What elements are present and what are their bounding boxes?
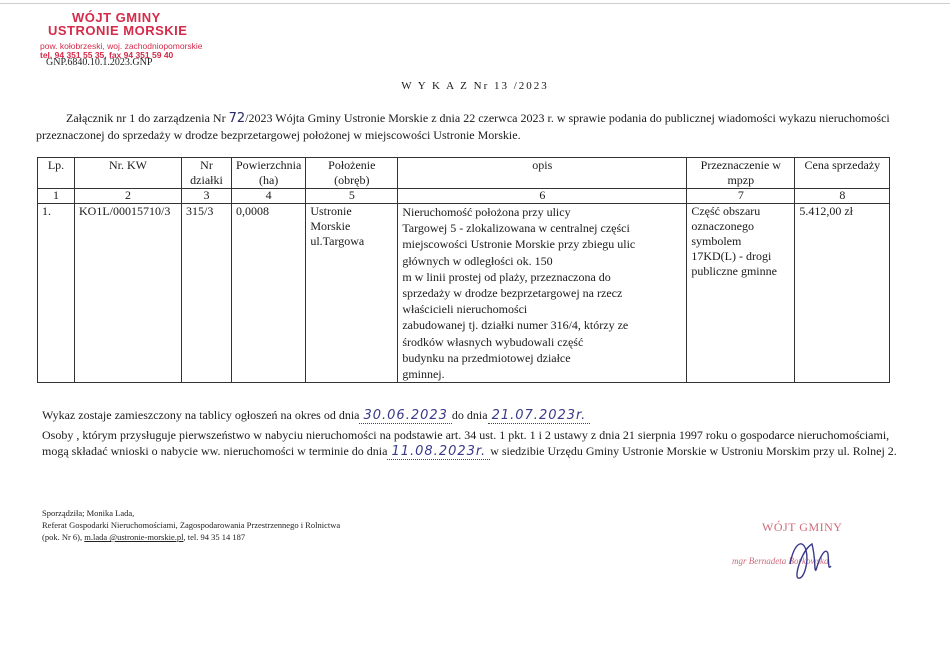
- handwritten-date-from: 30.06.2023: [359, 408, 451, 424]
- top-border-line: [0, 3, 950, 4]
- header-lp: Lp.: [38, 158, 75, 189]
- signature-stamp-title: WÓJT GMINY: [762, 520, 843, 534]
- opis-line: gminnej.: [402, 367, 445, 382]
- stamp-line-3: pow. kołobrzeski, woj. zachodniopomorskie: [40, 41, 203, 51]
- footer-room: (pok. Nr 6),: [42, 532, 85, 542]
- column-number: 4: [232, 189, 306, 204]
- przeznaczenie-line: oznaczonego: [691, 219, 754, 233]
- header-kw: Nr. KW: [75, 158, 182, 189]
- notice-period: [42, 407, 912, 424]
- header-powierzchnia: Powierzchnia (ha): [232, 158, 306, 189]
- signature-stamp-name: mgr Bernadeta Borkowska: [732, 556, 829, 566]
- intro-before: Załącznik nr 1 do zarządzenia Nr: [66, 111, 229, 125]
- cell-dzialka: 315/3: [182, 204, 232, 383]
- opis-line: zabudowanej tj. działki numer 316/4, którzy ze: [402, 318, 629, 333]
- notice-text-1: Wykaz zostaje zamieszczony na tablicy ogłoszeń na okres od dnia: [42, 408, 360, 422]
- opis-line: sprzedaży w drodze bezprzetargowej na rzecz: [402, 286, 623, 301]
- opis-line: Targowej 5 - zlokalizowana w centralnej części: [402, 221, 630, 236]
- intro-after: /2023 Wójta Gminy Ustronie Morskie z dnia 22 czerwca 2023 r. w sprawie podania do publicznej wiadomości wykazu nieruchomości przeznaczonej do sprzedaży w drodze bezprzetargowej położonej w miejscowości Ustronie Morskie.: [36, 111, 890, 142]
- cell-polozenie: [306, 204, 398, 383]
- opis-line: właścicieli nieruchomości: [402, 302, 528, 317]
- notice-priority: [42, 427, 912, 460]
- column-number-row: [38, 189, 890, 204]
- footer-line-2: Referat Gospodarki Nieruchomościami, Zagospodarowania Przestrzennego i Rolnictwa: [42, 520, 341, 530]
- polozenie-line: ul.Targowa: [310, 234, 365, 248]
- header-dzialka: Nr działki: [182, 158, 232, 189]
- column-number: 1: [38, 189, 75, 204]
- intro-paragraph: [36, 110, 916, 143]
- notice-text-3: Osoby , którym przysługuje pierwszeństwo w nabyciu nieruchomości na podstawie art. 34 ust. 1 pkt. 1 i 2 ustawy z dnia 21 sierpnia 1997 roku o gospodarce nieruchomościami, mogą składać wnioski o nabycie ww. nieruchomości w terminie do dnia: [42, 428, 890, 458]
- cell-lp: 1.: [38, 204, 75, 383]
- table-row: [38, 204, 890, 383]
- opis-line: m w linii prostej od plaży, przeznaczona do: [402, 269, 611, 284]
- handwritten-signature: [732, 520, 902, 600]
- stamp-line-4: tel. 94 351 55 35, fax 94 351 59 40: [40, 50, 174, 60]
- table-header-row: [38, 158, 890, 189]
- cell-przeznaczenie: [687, 204, 795, 383]
- stamp-line-1: WÓJT GMINY: [72, 10, 161, 25]
- przeznaczenie-line: Część obszaru: [691, 204, 761, 218]
- cell-powierzchnia: 0,0008: [232, 204, 306, 383]
- footer-line-1: Sporządziła; Monika Lada,: [42, 508, 135, 518]
- notice-text-2: do dnia: [451, 408, 488, 422]
- handwritten-date-deadline: 11.08.2023r.: [387, 444, 490, 460]
- document-reference: GNP.6840.10.1.2023.GNP: [46, 57, 153, 68]
- footer-prepared-by: [42, 507, 340, 543]
- column-number: 6: [398, 189, 687, 204]
- document-title: W Y K A Z Nr 13 /2023: [401, 80, 549, 92]
- header-cena: Cena sprzedaży: [795, 158, 890, 189]
- stamp-line-2: USTRONIE MORSKIE: [48, 23, 188, 38]
- property-table: [37, 157, 890, 383]
- handwritten-number: 72: [228, 111, 246, 126]
- opis-line: głównych w odległości ok. 150: [402, 253, 553, 268]
- cell-cena: 5.412,00 zł: [795, 204, 890, 383]
- przeznaczenie-line: publiczne gminne: [691, 264, 777, 278]
- header-przeznaczenie: Przeznaczenie w mpzp: [687, 158, 795, 189]
- column-number: 8: [795, 189, 890, 204]
- column-number: 3: [182, 189, 232, 204]
- column-number: 2: [75, 189, 182, 204]
- opis-line: środków własnych wybudowali część: [402, 334, 584, 349]
- polozenie-line: Morskie: [310, 219, 351, 233]
- opis-line: miejscowości Ustronie Morskie przy zbiegu ulic: [402, 237, 636, 252]
- signature-stamp: [732, 520, 902, 600]
- cell-kw: KO1L/00015710/3: [75, 204, 182, 383]
- opis-line: Nieruchomość położona przy ulicy: [402, 205, 571, 219]
- notice-text-4: w siedzibie Urzędu Gminy Ustronie Morskie w Ustroniu Morskim przy ul. Rolnej 2.: [490, 444, 897, 458]
- polozenie-line: Ustronie: [310, 204, 352, 218]
- przeznaczenie-line: symbolem: [691, 234, 742, 248]
- przeznaczenie-line: 17KD(L) - drogi: [691, 249, 772, 263]
- handwritten-date-to: 21.07.2023r.: [488, 408, 591, 424]
- column-number: 5: [306, 189, 398, 204]
- column-number: 7: [687, 189, 795, 204]
- header-opis: opis: [398, 158, 687, 189]
- opis-line: budynku na przedmiotowej działce: [402, 350, 571, 365]
- header-polozenie: Położenie (obręb): [306, 158, 398, 189]
- footer-phone: , tel. 94 35 14 187: [183, 532, 246, 542]
- footer-line-3: [42, 531, 340, 543]
- cell-opis: [398, 204, 687, 383]
- email-link[interactable]: m.lada @ustronie-morskie.pl: [84, 532, 184, 542]
